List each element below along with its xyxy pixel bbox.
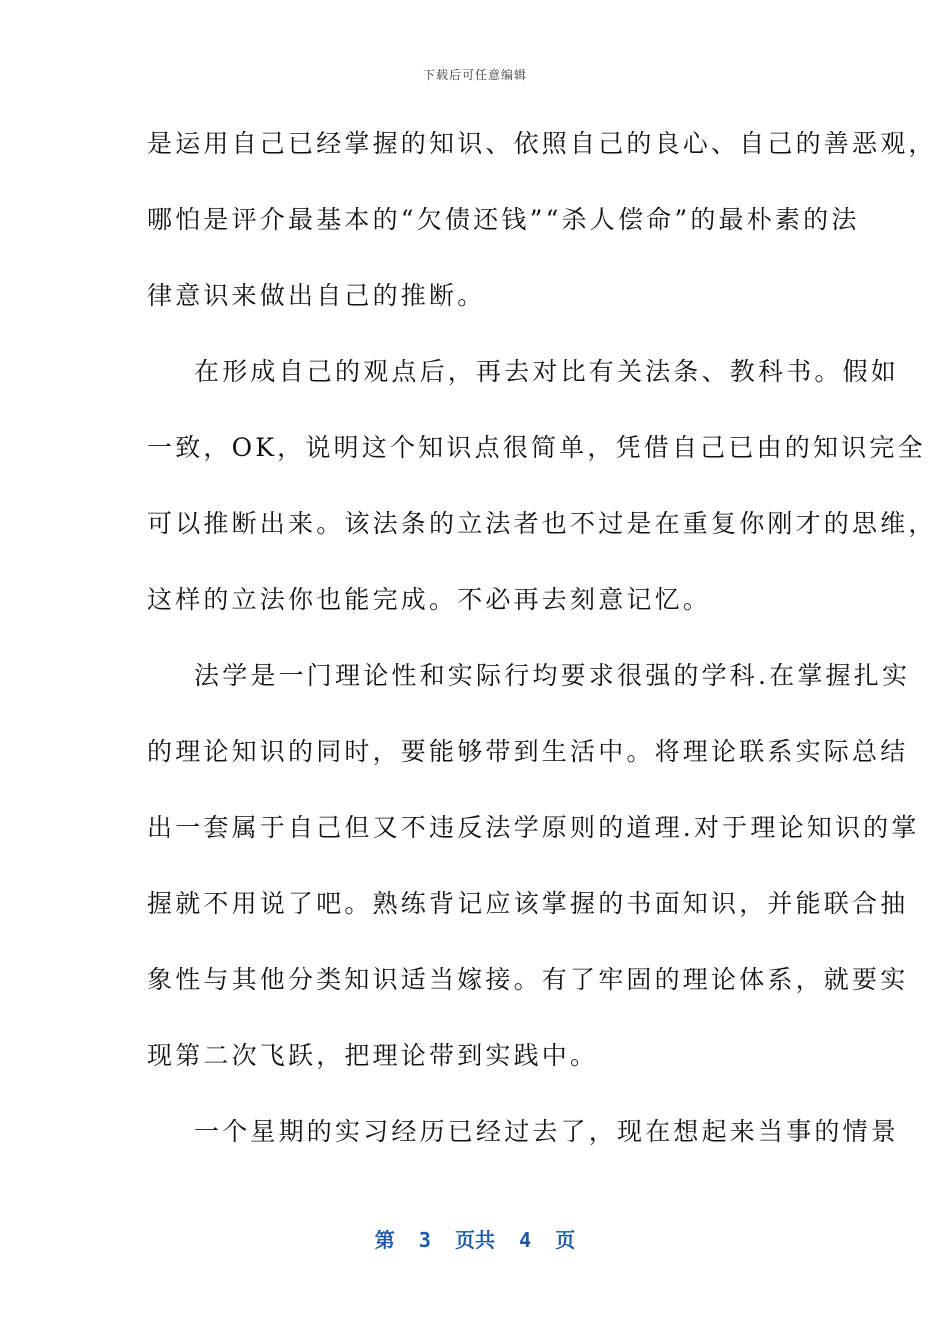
text-line: 这样的立法你也能完成。不必再去刻意记忆。 xyxy=(147,585,712,614)
text-line: 象性与其他分类知识适当嫁接。有了牢固的理论体系，就要实 xyxy=(147,965,909,994)
header-note: 下载后可任意编辑 xyxy=(422,68,527,82)
text-line: 是运用自己已经掌握的知识、依照自己的良心、自己的善恶观， xyxy=(147,129,937,158)
paragraph-start-line: 一个星期的实习经历已经过去了，现在想起来当事的情景 xyxy=(194,1117,900,1146)
text-line: 握就不用说了吧。熟练背记应该掌握的书面知识，并能联合抽 xyxy=(147,889,909,918)
text-line: 可以推断出来。该法条的立法者也不过是在重复你刚才的思维， xyxy=(147,509,937,538)
paragraph-start-line: 法学是一门理论性和实际行均要求很强的学科.在掌握扎实 xyxy=(194,661,911,690)
page-number-footer: 第 3 页共 4 页 xyxy=(374,1228,576,1252)
text-line: 出一套属于自己但又不违反法学原则的道理.对于理论知识的掌 xyxy=(147,813,920,842)
paragraph-start-line: 在形成自己的观点后，再去对比有关法条、教科书。假如 xyxy=(194,357,900,386)
text-line: 一致，OK，说明这个知识点很简单，凭借自己已由的知识完全 xyxy=(147,433,926,462)
text-line: 现第二次飞跃，把理论带到实践中。 xyxy=(147,1041,599,1070)
text-line: 律意识来做出自己的推断。 xyxy=(147,281,486,310)
text-line: 的理论知识的同时，要能够带到生活中。将理论联系实际总结 xyxy=(147,737,909,766)
text-line: 哪怕是评介最基本的“欠债还钱”“杀人偿命”的最朴素的法 xyxy=(147,205,860,234)
document-body xyxy=(147,118,937,1182)
